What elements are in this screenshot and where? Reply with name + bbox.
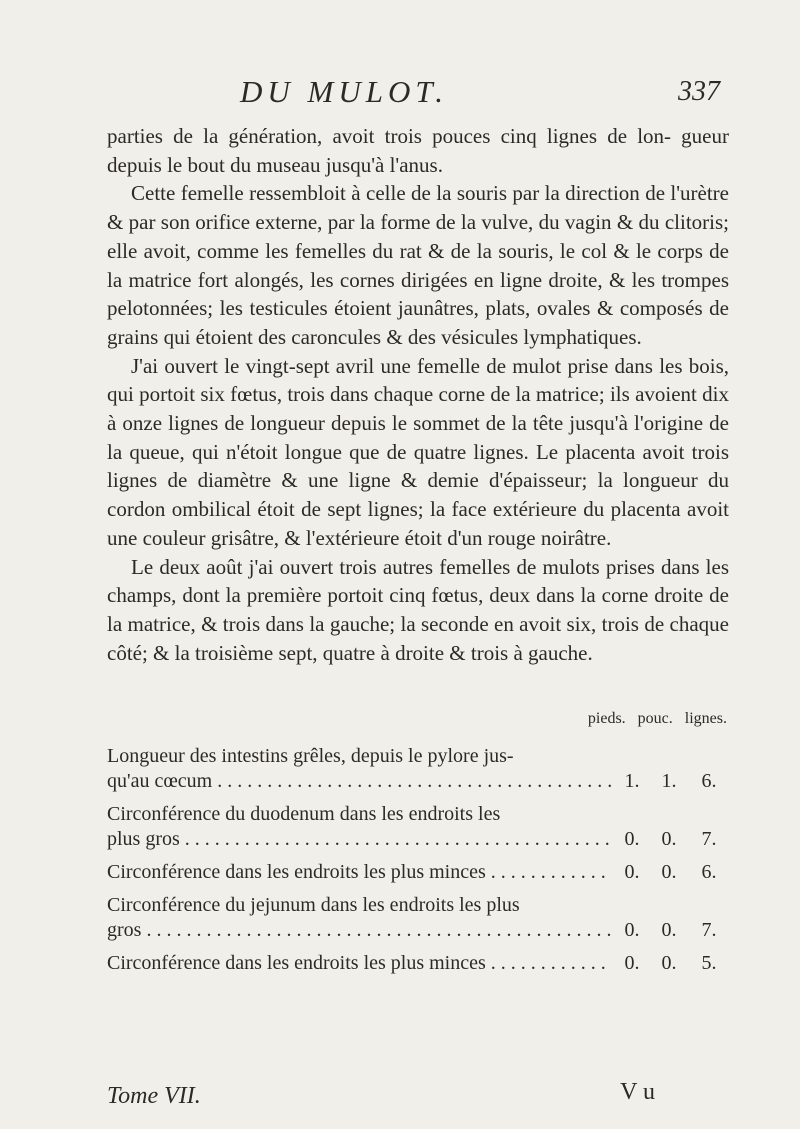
header-lignes: lignes.: [684, 710, 727, 727]
measurements-table: [107, 706, 729, 984]
table-header: [107, 706, 729, 731]
row-label-line1: Circonférence du jejunum dans les endroits les plus: [107, 894, 520, 916]
table-row: [107, 744, 729, 794]
value-pieds: 0.: [624, 861, 640, 883]
volume-signature: Tome VII.: [107, 1083, 201, 1109]
value-lignes: 5.: [701, 952, 717, 974]
row-label-line2: gros . . .: [107, 918, 611, 943]
row-label-line1: Longueur des intestins grêles, depuis le pylore jus-: [107, 745, 514, 767]
value-lignes: 6.: [701, 861, 717, 883]
table-row: [107, 893, 729, 943]
row-label-line2: qu'au cœcum . . .: [107, 769, 611, 794]
value-pouces: 0.: [661, 952, 677, 974]
value-lignes: 6.: [701, 770, 717, 792]
page-number: 337: [678, 76, 720, 107]
catchword: V u: [620, 1079, 655, 1105]
value-lignes: 7.: [701, 919, 717, 941]
row-label-line2: Circonférence dans les endroits les plus minces . . .: [107, 860, 611, 885]
row-label-line2: Circonférence dans les endroits les plus minces . . .: [107, 951, 611, 976]
paragraph: Cette femelle ressembloit à celle de la souris par la direction de l'urètre & par son orifice externe, par la forme de la vulve, du vagin & du clitoris; elle avoit, comme les femelles du rat & de la souris, le col & le corps de la matrice fort alongés, les cornes dirigées en ligne droite, & les trompes pelotonnées; les testicules étoient jaunâtres, plats, ovales & composés de grains qui étoient des caroncules & des vésicules lymphatiques.: [107, 181, 729, 349]
value-pieds: 0.: [624, 952, 640, 974]
paragraph: Le deux août j'ai ouvert trois autres femelles de mulots prises dans les champs, dont la première portoit cinq fœtus, deux dans la corne droite de la matrice, & trois dans la gauche; la seconde en avoit six, trois de chaque côté; & la troisième sept, quatre à droite & trois à gauche.: [107, 554, 729, 665]
paragraph: J'ai ouvert le vingt-sept avril une femelle de mulot prise dans les bois, qui portoit six fœtus, trois dans chaque corne de la matrice; ils avoient dix à onze lignes de longueur depuis le sommet de la tête jusqu'à l'origine de la queue, qui n'étoit longue que de quatre lignes. Le placenta avoit trois lignes de diamètre & une ligne & demie d'épaisseur; la longueur du cordon ombilical étoit de sept lignes; la face extérieure du placenta avoit une couleur grisâtre, & l'extérieure étoit d'un rouge noirâtre.: [107, 353, 729, 550]
row-label-line2: plus gros . . .: [107, 827, 611, 852]
header-pieds: pieds.: [587, 710, 626, 727]
value-pieds: 1.: [624, 770, 640, 792]
running-head: [200, 74, 720, 114]
value-pouces: 0.: [661, 828, 677, 850]
value-pieds: 0.: [624, 828, 640, 850]
paragraph: parties de la génération, avoit trois pouces cinq lignes de lon- gueur depuis le bout du museau jusqu'à l'anus.: [107, 124, 729, 177]
value-pouces: 0.: [661, 861, 677, 883]
running-head-title: DU MULOT.: [240, 74, 449, 109]
value-lignes: 7.: [701, 828, 717, 850]
value-pouces: 0.: [661, 919, 677, 941]
header-pouces: pouc.: [637, 710, 673, 727]
table-row: [107, 802, 729, 852]
table-row: [107, 951, 729, 976]
value-pieds: 0.: [624, 919, 640, 941]
value-pouces: 1.: [661, 770, 677, 792]
row-label-line1: Circonférence du duodenum dans les endroits les: [107, 803, 501, 825]
body-text: [107, 122, 729, 667]
page-footer: [107, 1079, 729, 1123]
table-row: [107, 860, 729, 885]
